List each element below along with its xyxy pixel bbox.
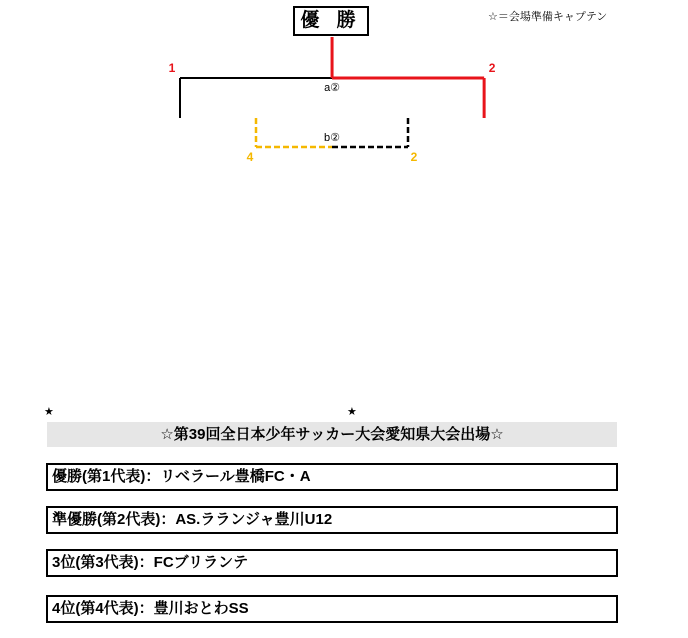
- match-label: a②: [324, 82, 341, 94]
- qualification-banner: ☆第39回全日本少年サッカー大会愛知県大会出場☆: [47, 422, 617, 447]
- captain-star-1: ★: [44, 406, 54, 418]
- match-label: b②: [324, 132, 340, 144]
- result-winner: 優勝(第1代表)：リベラール豊橋FC・A: [46, 463, 618, 491]
- score-left: 4: [246, 150, 254, 164]
- legend-note: ☆＝会場準備キャプテン: [488, 11, 608, 23]
- score-right: 2: [410, 150, 418, 164]
- result-third: 3位(第3代表)：FCブリランテ: [46, 549, 618, 577]
- score-right: 2: [488, 61, 496, 75]
- result-fourth: 4位(第4代表)：豊川おとわSS: [46, 595, 618, 623]
- captain-star-2: ★: [347, 406, 357, 418]
- result-runner-up: 準優勝(第2代表)：AS.ラランジャ豊川U12: [46, 506, 618, 534]
- score-left: 1: [168, 61, 176, 75]
- champion-title: 優 勝: [293, 6, 369, 36]
